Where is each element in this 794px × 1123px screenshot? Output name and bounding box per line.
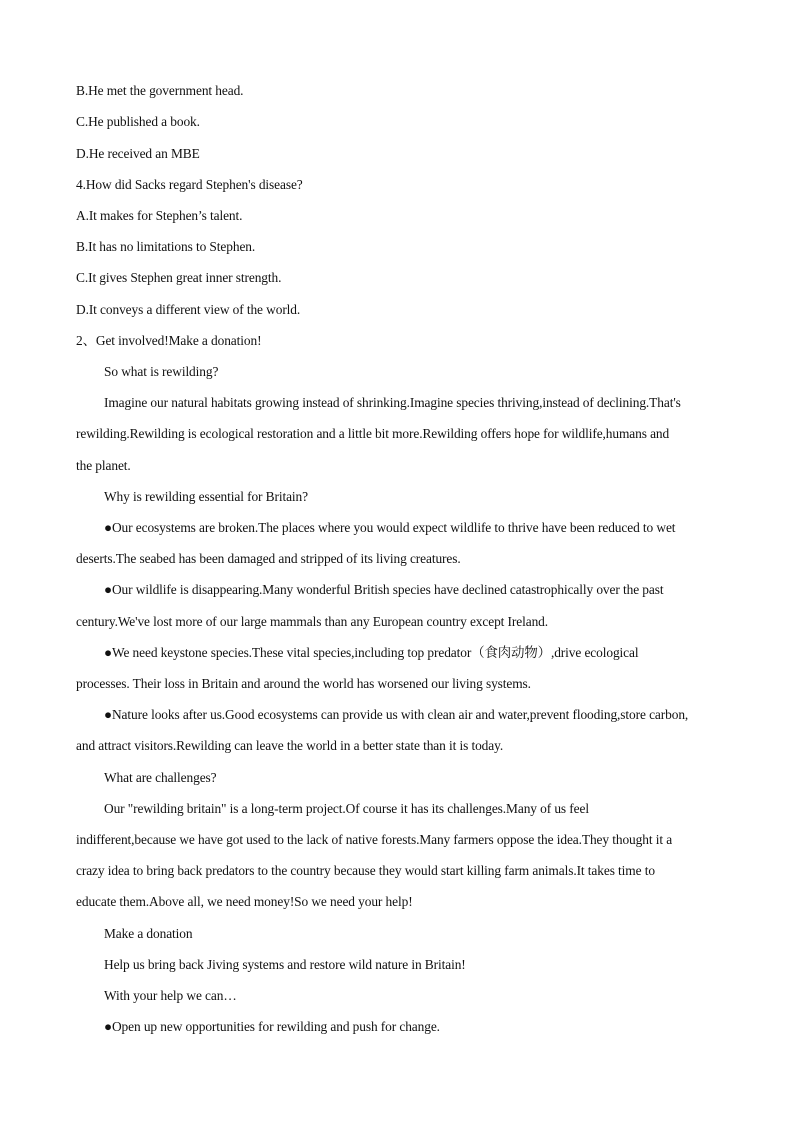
bullet-line: ●Our ecosystems are broken.The places where you would expect wildlife to thrive have been reduced to wet	[104, 520, 676, 535]
subheading-make-donation: Make a donation	[104, 926, 193, 941]
paragraph-line: rewilding.Rewilding is ecological restoration and a little bit more.Rewilding offers hope for wildlife,humans and	[76, 426, 670, 441]
bullet-line: processes. Their loss in Britain and around the world has worsened our living systems.	[76, 676, 531, 691]
bullet-line: deserts.The seabed has been damaged and stripped of its living creatures.	[76, 551, 461, 566]
paragraph-line: crazy idea to bring back predators to the country because they would start killing farm animals.It takes time to	[76, 863, 655, 878]
bullet-line: ●Nature looks after us.Good ecosystems can provide us with clean air and water,prevent flooding,store carbon,	[104, 707, 689, 722]
paragraph-line: Help us bring back Jiving systems and restore wild nature in Britain!	[104, 957, 466, 972]
bullet-line: century.We've lost more of our large mammals than any European country except Ireland.	[76, 614, 549, 629]
option-3b: B.He met the government head.	[76, 83, 244, 98]
paragraph-line: Imagine our natural habitats growing instead of shrinking.Imagine species thriving,instead of declining.That's	[104, 395, 681, 410]
option-3c: C.He published a book.	[76, 114, 200, 129]
bullet-line: ●Open up new opportunities for rewilding and push for change.	[104, 1019, 440, 1034]
bullet-line: ●We need keystone species.These vital species,including top predator（食肉动物）,drive ecological	[104, 645, 639, 660]
passage-2-heading: 2、Get involved!Make a donation!	[76, 333, 262, 348]
bullet-line: and attract visitors.Rewilding can leave the world in a better state than it is today.	[76, 738, 504, 753]
option-4b: B.It has no limitations to Stephen.	[76, 239, 256, 254]
paragraph-line: Our "rewilding britain" is a long-term project.Of course it has its challenges.Many of us feel	[104, 801, 589, 816]
subheading-why-essential: Why is rewilding essential for Britain?	[104, 489, 308, 504]
paragraph-line: educate them.Above all, we need money!So we need your help!	[76, 894, 413, 909]
subheading-what-is-rewilding: So what is rewilding?	[104, 364, 219, 379]
option-4d: D.It conveys a different view of the world.	[76, 302, 301, 317]
subheading-challenges: What are challenges?	[104, 770, 217, 785]
paragraph-line: With your help we can…	[104, 988, 237, 1003]
paragraph-line: the planet.	[76, 458, 131, 473]
bullet-line: ●Our wildlife is disappearing.Many wonderful British species have declined catastrophically over the past	[104, 582, 664, 597]
option-3d: D.He received an MBE	[76, 146, 200, 161]
option-4a: A.It makes for Stephen’s talent.	[76, 208, 243, 223]
option-4c: C.It gives Stephen great inner strength.	[76, 270, 282, 285]
paragraph-line: indifferent,because we have got used to the lack of native forests.Many farmers oppose the idea.They thought it a	[76, 832, 673, 847]
question-4-stem: 4.How did Sacks regard Stephen's disease?	[76, 177, 303, 192]
